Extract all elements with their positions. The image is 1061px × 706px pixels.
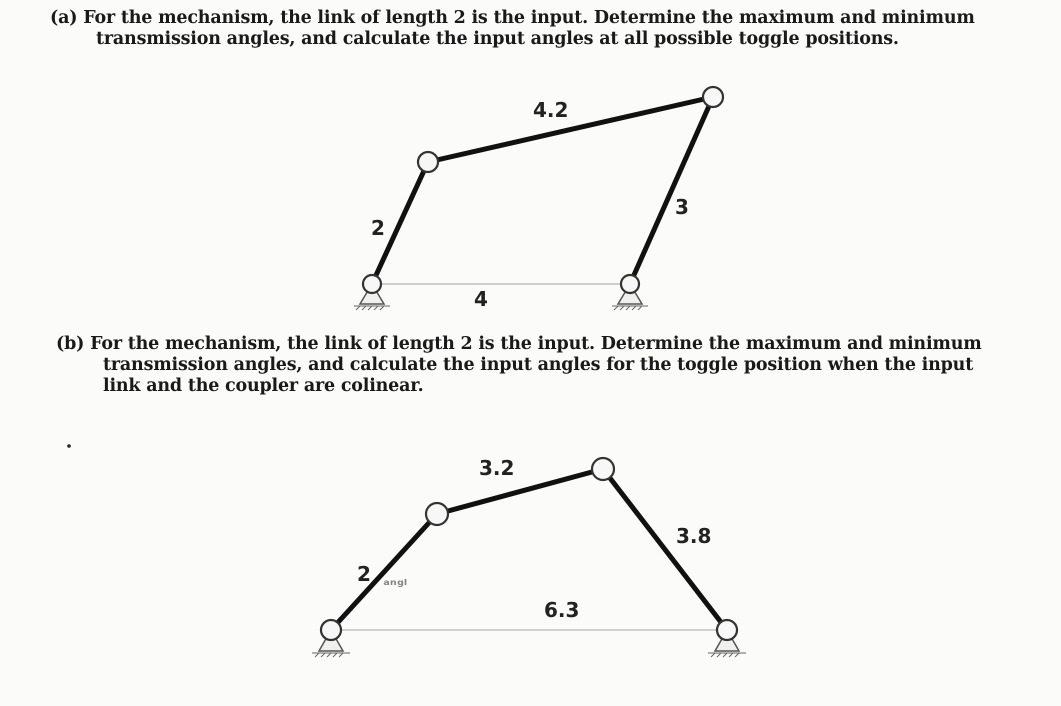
input-length-a: 2 <box>371 216 385 240</box>
problem-b-label: (b) <box>56 334 85 354</box>
pivot-joint-left-b <box>321 620 341 640</box>
problem-a-line-1: (a) For the mechanism, the link of length 2 is the input. Determine the maximum and minimum <box>50 8 975 28</box>
ground-length-a: 4 <box>474 287 488 311</box>
problem-b-line-2: transmission angles, and calculate the input angles for the toggle position when the input <box>103 355 974 375</box>
coupler-link-b <box>437 469 603 514</box>
input-link-b <box>331 514 437 630</box>
coupler-length-a: 4.2 <box>533 98 569 122</box>
problem-b-line-3: link and the coupler are colinear. <box>103 376 424 396</box>
problem-a-line-2: transmission angles, and calculate the input angles at all possible toggle positions. <box>96 29 899 49</box>
ground-length-b: 6.3 <box>544 598 580 622</box>
output-link-b <box>603 469 727 630</box>
joint-input-coupler-b <box>426 503 448 525</box>
problem-b-line-1: (b) For the mechanism, the link of length 2 is the input. Determine the maximum and minimum <box>56 334 982 354</box>
input-length-b: 2 <box>357 562 371 586</box>
stray-dot <box>67 444 71 448</box>
joint-coupler-output-b <box>592 458 614 480</box>
output-length-a: 3 <box>675 195 689 219</box>
problem-a-label: (a) <box>50 8 78 28</box>
pivot-joint-right-b <box>717 620 737 640</box>
faint-angle-mark: ᵃⁿᵍˡ <box>383 576 408 594</box>
output-length-b: 3.8 <box>676 524 712 548</box>
coupler-length-b: 3.2 <box>479 456 515 480</box>
